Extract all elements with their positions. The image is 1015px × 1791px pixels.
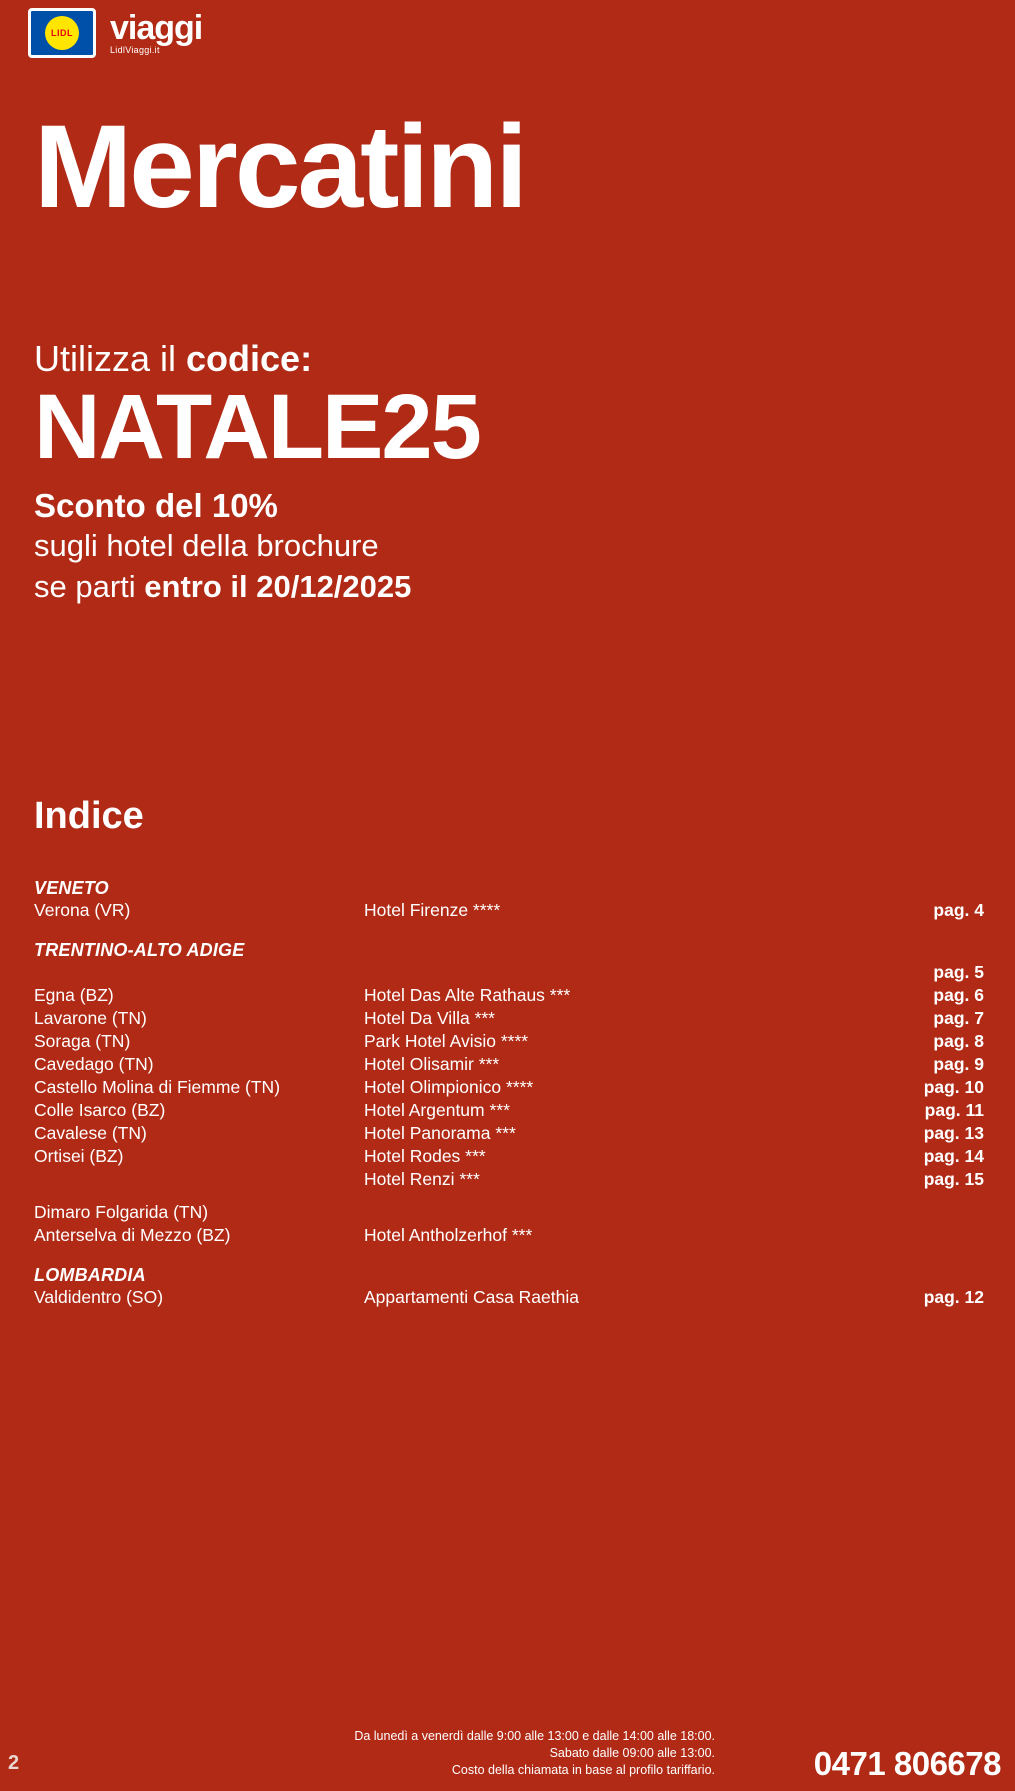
index-place: Castello Molina di Fiemme (TN) (34, 1077, 281, 1097)
index-hotel: Hotel Olisamir *** (364, 1054, 500, 1074)
index-place: Egna (BZ) (34, 985, 114, 1005)
table-row[interactable] (34, 1099, 984, 1122)
lidl-logo-icon (28, 8, 96, 58)
table-row[interactable] (34, 1030, 984, 1053)
table-row[interactable] (34, 1007, 984, 1030)
index-hotel: Hotel Renzi *** (364, 1169, 480, 1189)
table-row[interactable] (34, 984, 984, 1007)
promo-discount: Sconto del 10% (34, 487, 278, 525)
index-place: Cavedago (TN) (34, 1054, 154, 1074)
viaggi-tagline: LidlViaggi.it (110, 45, 160, 55)
row-spacer (34, 1191, 984, 1201)
index-page: pag. 10 (923, 1077, 984, 1097)
index-heading: Indice (34, 795, 144, 837)
table-row[interactable] (34, 899, 984, 922)
promo-code-label (34, 338, 794, 379)
footer-hours-line3: Costo della chiamata in base al profilo tariffario. (451, 1763, 715, 1778)
table-row[interactable] (34, 961, 984, 984)
promo-sub-line2 (34, 567, 794, 607)
index-page: pag. 13 (923, 1123, 984, 1143)
index-hotel: Hotel Argentum *** (364, 1100, 510, 1120)
brand-logo-bar (28, 8, 202, 58)
section-spacer (34, 922, 984, 940)
index-hotel: Hotel Rodes *** (364, 1146, 486, 1166)
index-place: Ortisei (BZ) (34, 1146, 124, 1166)
index-page: pag. 7 (933, 1008, 984, 1028)
promo-block (34, 338, 794, 607)
index-hotel: Hotel Da Villa *** (364, 1008, 495, 1028)
index-page: pag. 14 (923, 1146, 984, 1166)
table-row[interactable] (34, 1053, 984, 1076)
promo-code-label-bold: codice: (186, 338, 313, 379)
promo-code-value: NATALE25 (34, 376, 480, 479)
index-page: pag. 4 (933, 900, 984, 920)
lidl-logo-text: LIDL (51, 27, 73, 38)
index-page: pag. 12 (923, 1287, 984, 1307)
section-spacer (34, 1247, 984, 1265)
index-hotel: Park Hotel Avisio **** (364, 1031, 529, 1051)
index-page: pag. 11 (924, 1100, 984, 1120)
footer-hours-line1: Da lunedì a venerdì dalle 9:00 alle 13:00 e dalle 14:00 alle 18:00. (354, 1729, 715, 1744)
table-row[interactable] (34, 1122, 984, 1145)
promo-sub-line1: sugli hotel della brochure (34, 528, 379, 564)
index-page: pag. 8 (933, 1031, 984, 1051)
index-page: pag. 9 (933, 1054, 984, 1074)
index-table (34, 878, 984, 1309)
promo-code-label-prefix: Utilizza il (34, 338, 187, 379)
index-place: Colle Isarco (BZ) (34, 1100, 166, 1120)
index-page: pag. 15 (923, 1169, 984, 1189)
index-hotel: Hotel Panorama *** (364, 1123, 516, 1143)
promo-sub-line2-prefix: se parti (34, 568, 145, 604)
index-place: Lavarone (TN) (34, 1008, 147, 1028)
footer-hours (354, 1728, 715, 1779)
table-row[interactable] (34, 1224, 984, 1247)
index-page: pag. 5 (933, 962, 984, 982)
viaggi-wordmark (110, 11, 202, 55)
promo-sub-line2-bold: entro il 20/12/2025 (144, 568, 412, 604)
index-page: pag. 6 (933, 985, 984, 1005)
index-place: Soraga (TN) (34, 1031, 131, 1051)
page-title: Mercatini (34, 101, 526, 233)
index-hotel: Hotel Antholzerhof *** (364, 1225, 533, 1245)
page-number: 2 (8, 1752, 20, 1774)
footer-phone-number[interactable]: 0471 806678 (813, 1745, 1001, 1782)
index-hotel: Hotel Olimpionico **** (364, 1077, 534, 1097)
index-region-lombardia: LOMBARDIA (34, 1265, 146, 1285)
index-region-veneto: VENETO (34, 878, 109, 898)
index-hotel: Appartamenti Casa Raethia (364, 1287, 579, 1307)
lidl-logo-disc (45, 16, 79, 50)
index-place: Dimaro Folgarida (TN) (34, 1202, 209, 1222)
viaggi-name: viaggi (110, 9, 203, 47)
index-region-trentino: TRENTINO-ALTO ADIGE (34, 940, 245, 960)
index-hotel: Hotel Das Alte Rathaus *** (364, 985, 571, 1005)
table-row[interactable] (34, 1201, 984, 1224)
table-row[interactable] (34, 1286, 984, 1309)
index-place: Verona (VR) (34, 900, 131, 920)
table-row[interactable] (34, 1076, 984, 1099)
index-place: Valdidentro (SO) (34, 1287, 164, 1307)
table-row[interactable] (34, 1168, 984, 1191)
index-place: Anterselva di Mezzo (BZ) (34, 1225, 231, 1245)
footer-hours-line2: Sabato dalle 09:00 alle 13:00. (549, 1746, 715, 1761)
table-row[interactable] (34, 1145, 984, 1168)
index-place: Cavalese (TN) (34, 1123, 147, 1143)
index-hotel: Hotel Firenze **** (364, 900, 501, 920)
